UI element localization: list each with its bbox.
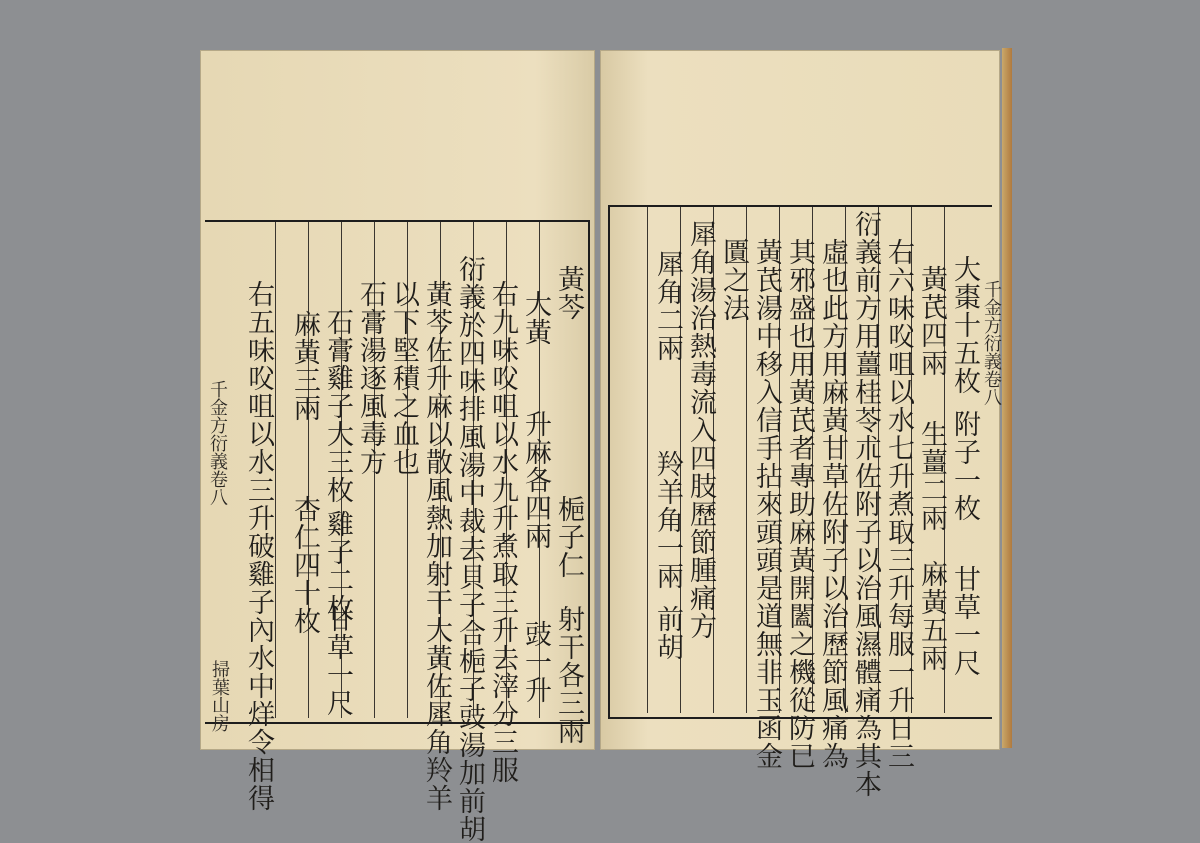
left-col-2: 大黃 (520, 290, 551, 346)
left-col-8: 石膏湯逐風毒方 (355, 280, 386, 476)
left-page (200, 50, 595, 843)
right-sub-1: 附子一枚 (949, 410, 980, 522)
left-sub-2: 射干各三兩 (553, 605, 584, 745)
publisher-mark: 掃葉山房 (209, 660, 230, 732)
right-sub-6: 前胡 (652, 605, 683, 661)
right-col-1: 大棗十五枚 (949, 255, 980, 395)
right-col-3: 右六味㕮咀以水七升煮取三升每服一升日三 (883, 238, 914, 770)
left-sub-1: 梔子仁 (553, 495, 584, 579)
right-col-7: 黃芪湯中移入信手拈來頭頭是道無非玉函金 (751, 238, 782, 770)
right-col-5: 虛也此方用麻黃甘草佐附子以治歷節風痛為 (817, 238, 848, 770)
right-col-10: 犀角二兩 (652, 250, 683, 362)
left-sub-5: 甘草一尺 (322, 605, 353, 717)
left-sub-3: 豉一升 (520, 620, 551, 704)
left-col-10: 麻黃三兩 (289, 310, 320, 422)
left-col-1: 黃芩 (553, 265, 584, 321)
right-sub-3: 生薑二兩 (916, 420, 947, 532)
left-col-6: 黃芩佐升麻以散風熱加射干大黃佐犀角羚羊 (421, 280, 452, 812)
right-col-9: 犀角湯治熱毒流入四肢歷節腫痛方 (685, 220, 716, 640)
right-sub-5: 羚羊角一兩 (652, 450, 683, 590)
left-col-7: 以下堅積之血也 (388, 280, 419, 476)
open-book (190, 40, 1020, 843)
right-col-8: 匱之法 (718, 238, 749, 322)
left-col-5: 衍義於四味排風湯中裁去貝子合梔子豉湯加前胡 (454, 255, 485, 843)
right-col-6: 其邪盛也用黃芪者專助麻黃開闔之機從防已 (784, 238, 815, 770)
left-sub-6: 杏仁四十枚 (289, 495, 320, 635)
left-margin-title: 千金方衍義卷八 (207, 380, 228, 506)
left-col-4: 右九味㕮咀以水九升煮取三升去滓分三服 (487, 280, 518, 784)
right-sub-4: 麻黃五兩 (916, 560, 947, 672)
left-col-11: 右五味㕮咀以水三升破雞子內水中烊令相得 (243, 280, 274, 812)
right-col-2: 黃芪四兩 (916, 265, 947, 377)
right-margin-title: 千金方衍義卷八 (981, 280, 1002, 406)
right-col-4: 衍義前方用薑桂苓朮佐附子以治風濕體痛為其本 (850, 210, 881, 798)
left-sub-4: 雞子二枚 (322, 510, 353, 622)
left-col-9: 石膏雞子大三枚 (322, 308, 353, 504)
page-edges (1002, 48, 1012, 748)
right-page (600, 50, 1002, 798)
left-col-3: 升麻各四兩 (520, 410, 551, 550)
right-sub-2: 甘草一尺 (949, 565, 980, 677)
